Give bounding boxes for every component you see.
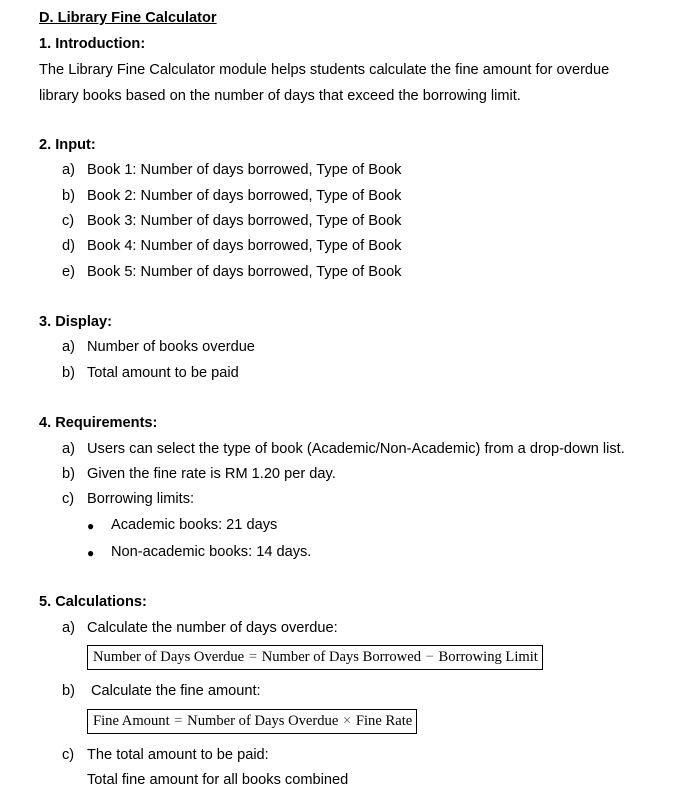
list-item-text: Borrowing limits: xyxy=(87,491,195,507)
formula-lhs: Number of Days Overdue xyxy=(93,649,245,665)
section-heading-display: 3. Display: xyxy=(39,314,112,330)
formula-times: × xyxy=(343,713,352,729)
list-marker: b) xyxy=(62,188,75,204)
list-marker: c) xyxy=(62,491,75,507)
list-item-text: Number of books overdue xyxy=(87,339,255,355)
list-marker: b) xyxy=(62,466,75,482)
list-marker: a) xyxy=(62,339,75,355)
list-item-text: Given the fine rate is RM 1.20 per day. xyxy=(87,466,336,482)
list-marker: e) xyxy=(62,264,75,280)
list-item-text: The total amount to be paid: xyxy=(87,747,269,763)
list-item-text: Total amount to be paid xyxy=(87,365,239,381)
list-marker: b) xyxy=(62,365,75,381)
list-marker: a) xyxy=(62,620,75,636)
intro-paragraph-line-2: library books based on the number of days that exceed the borrowing limit. xyxy=(39,88,521,104)
list-item-text: Book 5: Number of days borrowed, Type of Book xyxy=(87,264,402,280)
formula-term: Fine Rate xyxy=(355,713,413,729)
section-heading-requirements: 4. Requirements: xyxy=(39,415,158,431)
bullet-text: Academic books: 21 days xyxy=(111,517,278,533)
list-marker: d) xyxy=(62,238,75,254)
list-item-text: Book 1: Number of days borrowed, Type of Book xyxy=(87,162,402,178)
formula-minus: − xyxy=(425,649,434,665)
bullet-icon: ● xyxy=(87,519,95,533)
list-item-text: Book 2: Number of days borrowed, Type of Book xyxy=(87,188,402,204)
formula-term: Number of Days Borrowed xyxy=(261,649,421,665)
bullet-icon: ● xyxy=(87,546,95,560)
document-title: D. Library Fine Calculator xyxy=(39,10,217,26)
list-item-text: Calculate the number of days overdue: xyxy=(87,620,338,636)
section-heading-input: 2. Input: xyxy=(39,137,96,153)
list-marker: a) xyxy=(62,162,75,178)
intro-paragraph-line-1: The Library Fine Calculator module helps students calculate the fine amount for overdue xyxy=(39,62,610,78)
list-item-text: Calculate the fine amount: xyxy=(91,683,261,699)
formula-fine-amount xyxy=(87,709,417,734)
formula-days-overdue xyxy=(87,645,543,670)
formula-lhs: Fine Amount xyxy=(93,713,170,729)
list-item-text: Users can select the type of book (Academic/Non-Academic) from a drop-down list. xyxy=(87,441,625,457)
list-marker: b) xyxy=(62,683,75,699)
section-heading-introduction: 1. Introduction: xyxy=(39,36,146,52)
formula-term: Number of Days Overdue xyxy=(187,713,339,729)
formula-term: Borrowing Limit xyxy=(438,649,538,665)
section-heading-calculations: 5. Calculations: xyxy=(39,594,147,610)
formula-equals: = xyxy=(248,649,258,665)
list-marker: c) xyxy=(62,747,75,763)
subtext: Total fine amount for all books combined xyxy=(87,772,349,788)
list-marker: c) xyxy=(62,213,75,229)
list-item-text: Book 3: Number of days borrowed, Type of Book xyxy=(87,213,402,229)
list-marker: a) xyxy=(62,441,75,457)
formula-equals: = xyxy=(174,713,183,729)
bullet-text: Non-academic books: 14 days. xyxy=(111,544,312,560)
list-item-text: Book 4: Number of days borrowed, Type of Book xyxy=(87,238,402,254)
